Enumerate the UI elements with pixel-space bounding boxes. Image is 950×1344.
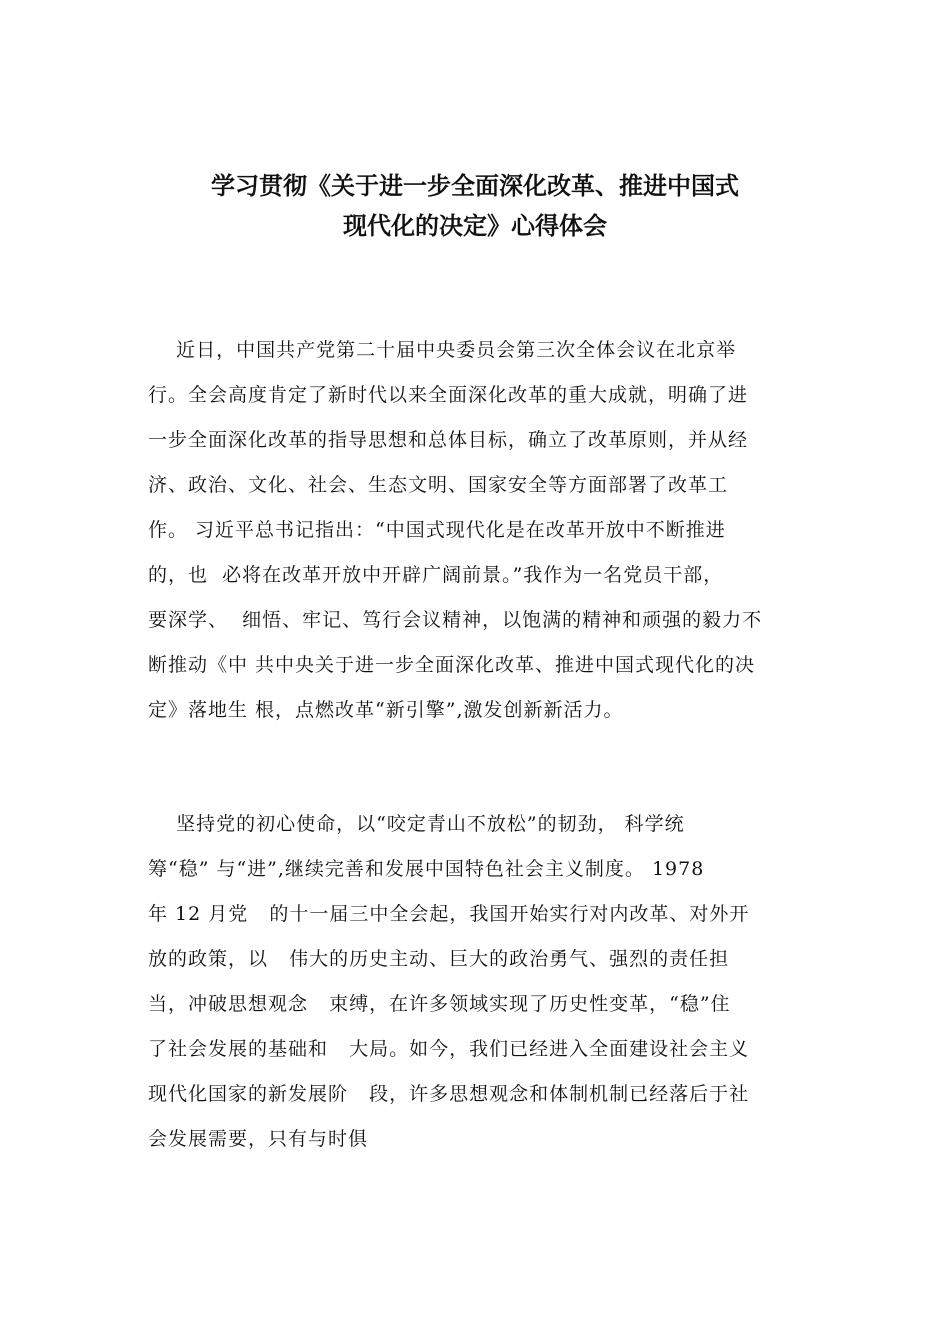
paragraph-line: 坚持党的初心使命，以“咬定青山不放松”的韧劲， 科学统 [148, 813, 685, 835]
paragraph-line: 当，冲破思想观念 束缚，在许多领域实现了历史性变革，“稳”住 [148, 993, 731, 1015]
paragraph-line: 一步全面深化改革的指导思想和总体目标，确立了改革原则，并从经 [148, 429, 749, 451]
paragraph-1 [148, 328, 818, 733]
paragraph-line: 行。全会高度肯定了新时代以来全面深化改革的重大成就，明确了进 [148, 384, 749, 406]
paragraph-line: 了社会发展的基础和 大局。如今，我们已经进入全面建设社会主义 [148, 1038, 750, 1060]
paragraph-line: 的，也 必将在改革开放中开辟广阔前景。”我作为一名党员干部， [148, 564, 724, 586]
paragraph-line: 定》落地生 根，点燃改革“新引擎”,激发创新新活力。 [148, 699, 624, 721]
paragraph-line: 济、政治、文化、社会、生态文明、国家安全等方面部署了改革工 [148, 474, 729, 496]
title-line-2: 现代化的决定》心得体会 [343, 212, 607, 240]
paragraph-line: 放的政策，以 伟大的历史主动、巨大的政治勇气、强烈的责任担 [148, 948, 730, 970]
paragraph-line: 筹“稳” 与“进”,继续完善和发展中国特色社会主义制度。 1978 [148, 858, 705, 880]
paragraph-line: 现代化国家的新发展阶 段，许多思想观念和体制机制已经落后于社 [148, 1083, 750, 1105]
document-title [140, 166, 810, 246]
title-line-1: 学习贯彻《关于进一步全面深化改革、推进中国式 [211, 172, 739, 200]
paragraph-line: 断推动《中 共中央关于进一步全面深化改革、推进中国式现代化的决 [148, 654, 756, 676]
paragraph-line: 作。 习近平总书记指出：“中国式现代化是在改革开放中不断推进 [148, 519, 726, 541]
paragraph-2 [148, 802, 818, 1162]
paragraph-line: 近日，中国共产党第二十届中央委员会第三次全体会议在北京举 [148, 339, 737, 361]
paragraph-line: 年 12 月党 的十一届三中全会起，我国开始实行对内改革、对外开 [148, 903, 750, 925]
paragraph-line: 会发展需要，只有与时俱 [148, 1128, 369, 1150]
paragraph-line: 要深学、 细悟、牢记、笃行会议精神，以饱满的精神和顽强的毅力不 [148, 609, 763, 631]
